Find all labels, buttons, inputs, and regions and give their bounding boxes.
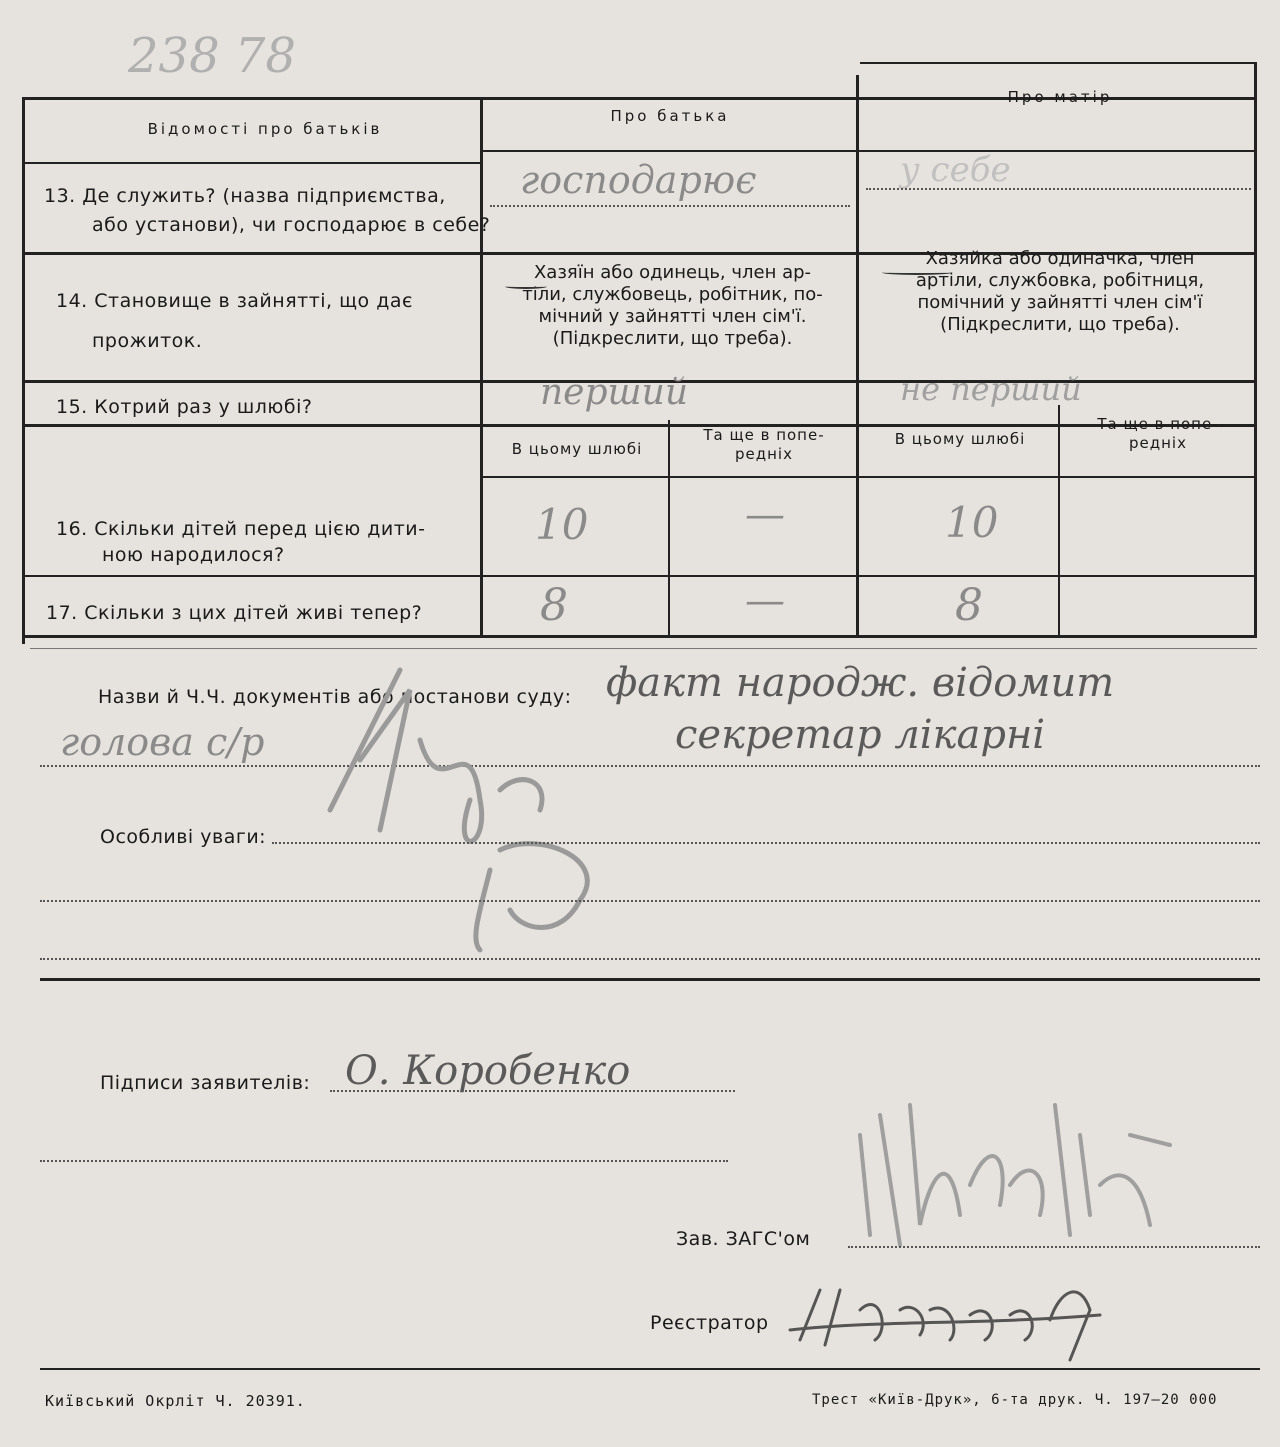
row14-father-line-2: тіли, службовець, робітник, по-: [522, 284, 823, 305]
table-bottom-border: [22, 635, 1257, 638]
row14-label-1: 14. Становище в зайнятті, що дає: [56, 290, 413, 312]
table-left-border: [22, 97, 25, 644]
documents-value-2: голова с/р: [60, 720, 265, 764]
footer-right: Трест «Київ-Друк», 6-та друк. Ч. 197—20 000: [812, 1392, 1218, 1408]
row16-father-prev-header: Та ще в попе- редніх: [703, 426, 825, 463]
header-father: Про батька: [610, 107, 730, 125]
header-mother: Про матір: [1007, 88, 1113, 106]
row-line-13-top-right: [480, 150, 1257, 152]
applicants-line-1: [330, 1090, 735, 1092]
documents-label: Назви й Ч.Ч. документів або постанови суду:: [98, 686, 572, 708]
row14-mother-line-4: (Підкреслити, що треба).: [940, 314, 1180, 335]
documents-value-3: секретар лікарні: [675, 712, 1046, 758]
row15-father-value: перший: [540, 372, 689, 413]
table-right-border: [1254, 62, 1257, 637]
row-line-17-top: [22, 575, 1257, 577]
row14-father-underline-mark: [505, 284, 547, 289]
notes-line-3: [40, 958, 1260, 960]
documents-line: [40, 765, 1260, 767]
row15-mother-value: не перший: [900, 370, 1082, 408]
row14-mother-options: [870, 248, 1250, 336]
row16-label-2: ною народилося?: [102, 544, 285, 566]
row16-mother-this-header: В цьому шлюбі: [894, 430, 1026, 448]
row14-mother-underline-mark: [882, 270, 952, 275]
applicants-signature: О. Коробенко: [345, 1048, 631, 1094]
footer-rule: [40, 1368, 1260, 1370]
row16-mother-this-value: 10: [945, 498, 999, 547]
applicants-label: Підписи заявителів:: [100, 1072, 311, 1094]
row13-father-line: [490, 205, 850, 207]
notes-line-1: [272, 842, 1260, 844]
col-divider-1: [480, 97, 483, 637]
head-label: Зав. ЗАГС'ом: [676, 1228, 811, 1250]
row13-label-2: або установи), чи господарює в себе?: [92, 214, 491, 236]
row16-label-1: 16. Скільки дітей перед цією дити-: [56, 518, 426, 540]
documents-value-1: факт народж. відомит: [606, 660, 1115, 706]
row14-father-options: [500, 262, 845, 350]
row-line-13-top: [22, 162, 482, 164]
row16-father-prev-value: —: [745, 492, 785, 538]
head-signature-mark: [840, 1075, 1180, 1255]
corner-note: 238 78: [128, 28, 296, 84]
row17-father-prev-value: —: [745, 578, 785, 624]
row17-mother-this-value: 8: [955, 580, 983, 631]
row16-mother-prev-header: Та ще в попе- редніх: [1097, 415, 1219, 452]
rule-under-table: [30, 648, 1257, 649]
row13-label-1: 13. Де служить? (назва підприємства,: [44, 185, 446, 207]
row14-mother-line-3: помічний у зайнятті член сім'ї: [917, 292, 1203, 313]
footer-left: Київський Окрліт Ч. 20391.: [45, 1392, 306, 1410]
row13-mother-value: у себе: [900, 150, 1011, 190]
row14-mother-line-1: Хазяйка або одиначка, член: [925, 248, 1195, 269]
header-parents-info: Відомості про батьків: [147, 120, 383, 138]
row14-father-line-4: (Підкреслити, що треба).: [552, 328, 793, 349]
pencil-signature-mark: [320, 650, 620, 960]
row13-father-value: господарює: [520, 158, 757, 202]
row14-father-line-3: мічний у зайнятті член сім'ї.: [538, 306, 807, 327]
table-top-border-right: [860, 62, 1257, 64]
notes-line-2: [40, 900, 1260, 902]
col-divider-mother-sub: [1058, 405, 1060, 637]
row17-father-this-value: 8: [540, 580, 568, 631]
row16-father-this-value: 10: [535, 500, 589, 549]
row17-label: 17. Скільки з цих дітей живі тепер?: [46, 602, 423, 624]
registrar-label: Реєстратор: [650, 1312, 769, 1334]
row-line-16-sub: [480, 476, 1257, 478]
notes-label: Особливі уваги:: [100, 826, 267, 848]
row14-mother-line-2: артіли, службовка, робітниця,: [915, 270, 1205, 291]
notes-bottom-rule: [40, 978, 1260, 981]
row14-father-line-1: Хазяїн або одинець, член ар-: [533, 262, 812, 283]
row16-father-this-header: В цьому шлюбі: [511, 440, 643, 458]
col-divider-2: [856, 75, 859, 637]
row14-label-2: прожиток.: [92, 330, 203, 352]
col-divider-father-sub: [668, 420, 670, 637]
applicants-line-2: [40, 1160, 728, 1162]
head-line: [848, 1246, 1260, 1248]
row15-label: 15. Котрий раз у шлюбі?: [56, 396, 313, 418]
registrar-signature-mark: [780, 1270, 1120, 1370]
row13-mother-line: [866, 188, 1251, 190]
